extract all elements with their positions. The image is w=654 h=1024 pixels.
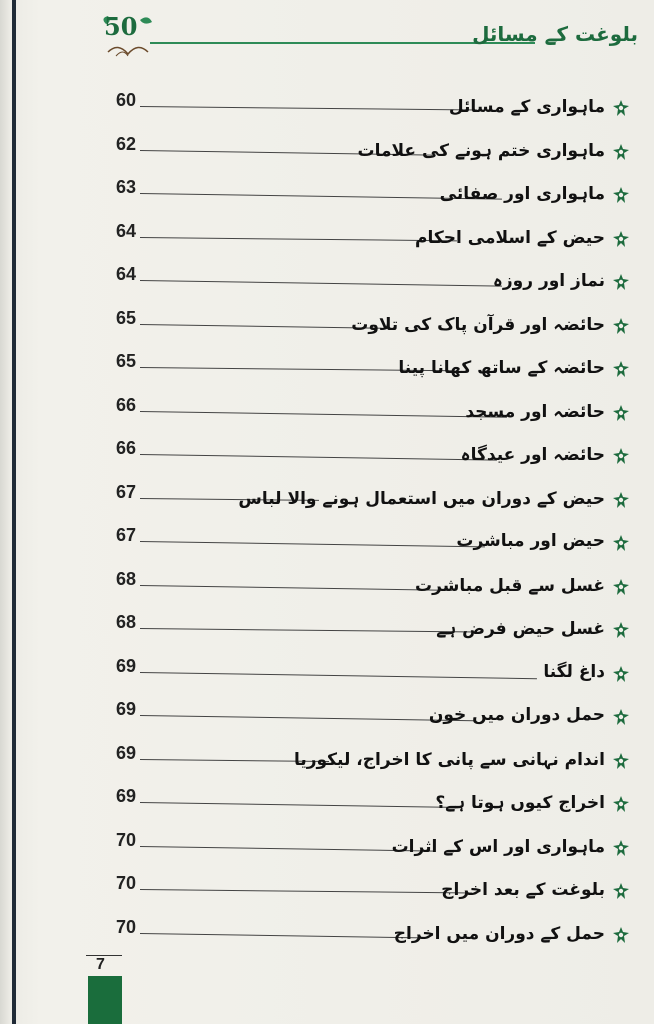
toc-entry-title: غسل حیض فرض ہے: [436, 619, 605, 639]
toc-entry[interactable]: [90, 656, 635, 696]
toc-page-number: 70: [116, 916, 137, 937]
toc-entry[interactable]: [90, 177, 635, 217]
toc-leader-line: [140, 715, 474, 721]
star-bullet-icon: [613, 796, 629, 812]
toc-entry-title: حائضہ اور قرآن پاک کی تلاوت: [351, 314, 605, 335]
toc-entry-title: حائضہ کے ساتھ کھانا پینا: [398, 358, 605, 378]
toc-page-number: 68: [116, 568, 137, 589]
toc-page-number: 68: [116, 612, 137, 632]
logo-text: 50: [104, 12, 138, 41]
toc-entry-title: حمل کے دوران میں اخراج: [393, 923, 605, 944]
toc-page-number: 69: [116, 786, 137, 806]
star-bullet-icon: [613, 144, 629, 160]
toc-entry[interactable]: [90, 90, 635, 130]
toc-page-number: 65: [116, 307, 137, 328]
toc-entry-title: حمل دوران میں خون: [428, 705, 605, 725]
toc-entry[interactable]: [90, 699, 635, 739]
toc-page-number: 64: [116, 220, 137, 241]
star-bullet-icon: [613, 100, 629, 116]
toc-entry-title: غسل سے قبل مباشرت: [415, 575, 605, 596]
toc-leader-line: [140, 889, 472, 893]
toc-entry[interactable]: [90, 308, 635, 348]
toc-leader-line: [140, 585, 452, 591]
star-bullet-icon: [613, 231, 629, 247]
toc-leader-line: [140, 672, 537, 679]
toc-leader-line: [140, 280, 502, 287]
toc-leader-line: [140, 628, 477, 633]
star-bullet-icon: [613, 927, 629, 943]
toc-leader-line: [140, 324, 382, 329]
toc-entry-title: حیض کے اسلامی احکام: [415, 227, 605, 248]
toc-entry[interactable]: [90, 134, 635, 174]
toc-page-number: 70: [116, 829, 137, 850]
toc-page-number: 69: [116, 699, 137, 719]
toc-leader-line: [140, 106, 477, 111]
star-bullet-icon: [613, 187, 629, 203]
toc-entry-title: حائضہ اور عیدگاہ: [460, 445, 605, 465]
toc-page-number: 70: [116, 873, 137, 893]
toc-leader-line: [140, 237, 457, 241]
footer-color-bar: [88, 976, 122, 1024]
star-bullet-icon: [613, 361, 629, 377]
star-bullet-icon: [613, 883, 629, 899]
star-bullet-icon: [613, 492, 629, 508]
toc-entry[interactable]: [90, 395, 635, 435]
toc-entry-title: اخراج کیوں ہوتا ہے؟: [435, 793, 605, 813]
toc-page-number: 65: [116, 351, 137, 371]
toc-entry[interactable]: [90, 525, 635, 565]
toc-entry[interactable]: [90, 743, 635, 783]
star-bullet-icon: [613, 579, 629, 595]
toc-leader-line: [140, 411, 507, 418]
toc-page-number: 62: [116, 133, 137, 154]
star-bullet-icon: [613, 318, 629, 334]
toc-entry[interactable]: [90, 830, 635, 870]
toc-page-number: 64: [116, 264, 137, 284]
toc-entry-title: ماہواری اور اس کے اثرات: [391, 836, 605, 857]
toc-entry[interactable]: [90, 569, 635, 609]
toc-entry-title: حیض کے دوران میں استعمال ہونے والا لباس: [238, 488, 605, 509]
toc-entry-title: داغ لگنا: [543, 661, 605, 682]
star-bullet-icon: [613, 622, 629, 638]
toc-page-number: 66: [116, 438, 137, 458]
header-title: بلوغت کے مسائل: [472, 22, 638, 46]
toc-leader-line: [140, 454, 497, 461]
toc-entry[interactable]: [90, 351, 635, 391]
toc-page-number: 67: [116, 481, 137, 502]
page-number: 7: [96, 956, 105, 973]
star-bullet-icon: [613, 274, 629, 290]
star-bullet-icon: [613, 535, 629, 551]
star-bullet-icon: [613, 840, 629, 856]
star-bullet-icon: [613, 405, 629, 421]
toc-entry[interactable]: [90, 221, 635, 261]
toc-page-number: 67: [116, 525, 137, 545]
star-bullet-icon: [613, 448, 629, 464]
toc-entry-title: حیض اور مباشرت: [456, 531, 605, 551]
toc-leader-line: [140, 802, 462, 808]
toc-entry-title: ماہواری ختم ہونے کی علامات: [357, 140, 605, 161]
toc-entry-title: ماہواری کے مسائل: [448, 97, 605, 117]
toc-page-number: 63: [116, 177, 137, 197]
toc-entry-title: نماز اور روزہ: [492, 271, 605, 291]
toc-entry-title: حائضہ اور مسجد: [465, 401, 605, 422]
toc-leader-line: [140, 541, 485, 547]
toc-page-number: 69: [116, 655, 137, 676]
toc-entry[interactable]: [90, 264, 635, 304]
toc-page-number: 66: [116, 394, 137, 415]
toc-leader-line: [140, 933, 422, 938]
toc-page-number: 69: [116, 742, 137, 763]
toc-entry-title: ماہواری اور صفائی: [439, 184, 605, 204]
star-bullet-icon: [613, 666, 629, 682]
toc-entry[interactable]: [90, 438, 635, 478]
toc-entry[interactable]: [90, 612, 635, 652]
star-bullet-icon: [613, 753, 629, 769]
toc-entry-title: اندام نہانی سے پانی کا اخراج، لیکوریا: [293, 749, 605, 770]
toc-entry[interactable]: [90, 873, 635, 913]
toc-entry[interactable]: [90, 917, 635, 957]
toc-entry-title: بلوغت کے بعد اخراج: [441, 880, 605, 900]
star-bullet-icon: [613, 709, 629, 725]
toc-entry[interactable]: [90, 786, 635, 826]
toc-page-number: 60: [116, 90, 137, 110]
toc-entry[interactable]: [90, 482, 635, 522]
